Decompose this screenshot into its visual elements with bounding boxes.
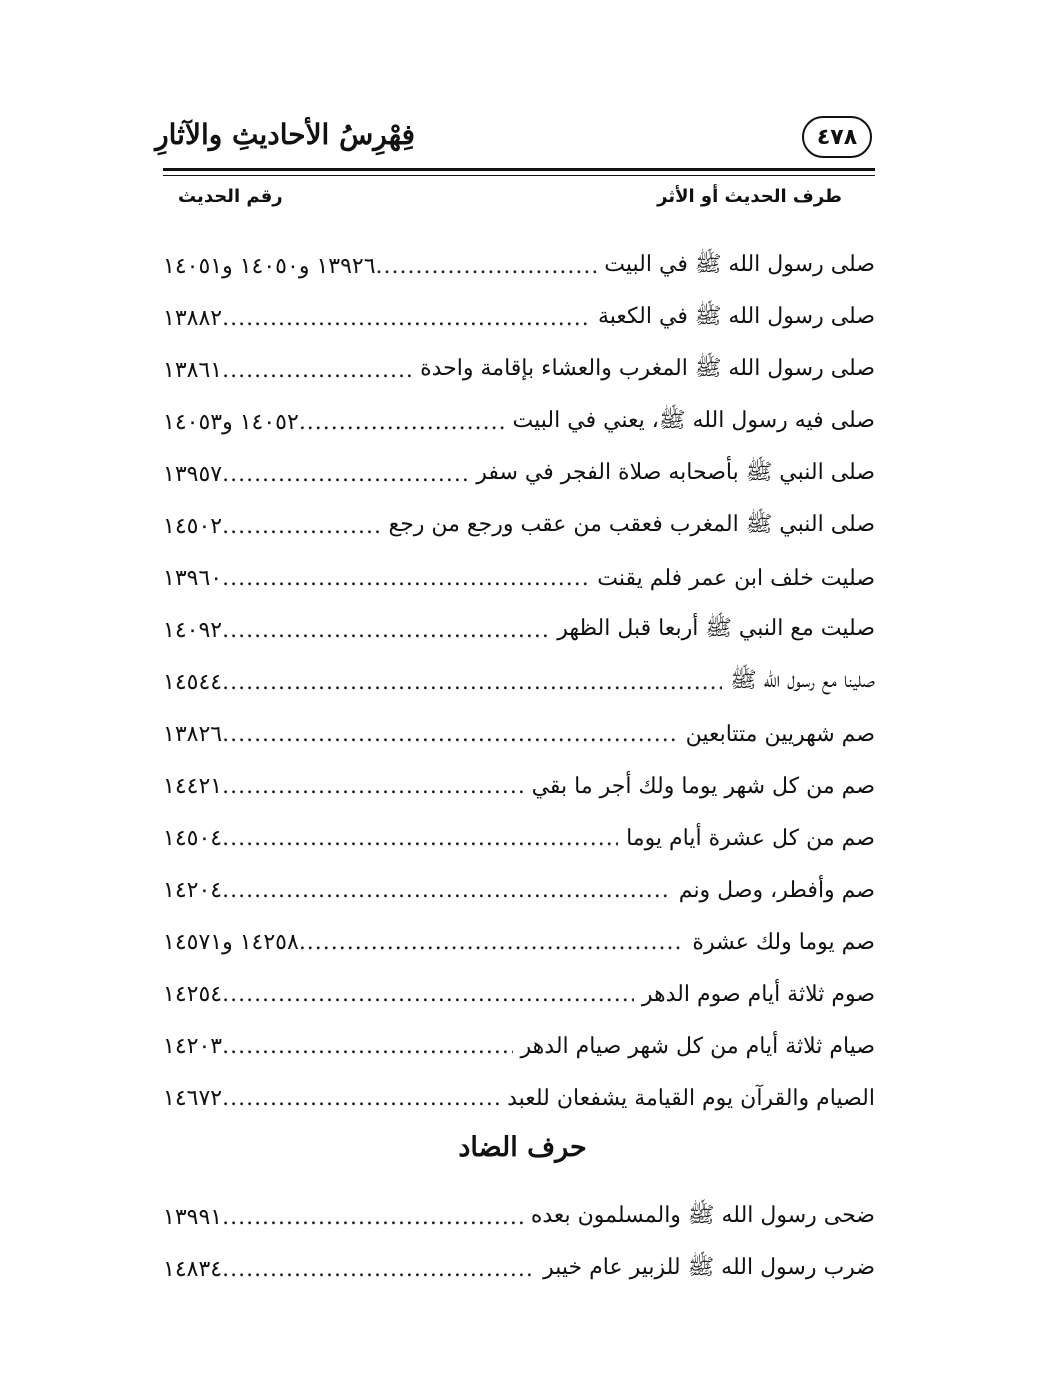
entry-text: صلى رسول الله ﷺ في الكعبة xyxy=(597,304,875,329)
header-rule-thin xyxy=(163,175,875,176)
page-header-title: فِهْرِسُ الأحاديثِ والآثارِ xyxy=(155,118,415,151)
entry-number: ١٤٤٢١ xyxy=(163,773,223,799)
index-entry xyxy=(163,864,875,916)
index-entry xyxy=(163,656,875,708)
entry-text: صم من كل عشرة أيام يوما xyxy=(626,825,875,851)
leader-dots xyxy=(222,358,412,383)
entry-number: ١٤٢٥٤ xyxy=(163,981,223,1007)
entry-number: ١٤٨٣٤ xyxy=(163,1256,223,1282)
entry-number: ١٣٩٥٧ xyxy=(163,461,223,487)
entry-number: ١٤٥٠٤ xyxy=(163,825,223,851)
leader-dots xyxy=(222,514,380,539)
entry-number: ١٤٠٥٢ و١٤٠٥٣ xyxy=(163,409,299,435)
entry-number: ١٤٥٠٢ xyxy=(163,513,223,539)
leader-dots xyxy=(222,462,468,487)
index-entry xyxy=(163,1191,875,1243)
entry-number: ١٣٩٦٠ xyxy=(163,565,223,591)
index-entry xyxy=(163,500,875,552)
leader-dots xyxy=(222,982,634,1007)
leader-dots xyxy=(222,670,722,695)
entry-number: ١٤٦٧٢ xyxy=(163,1085,223,1111)
entry-text: ضحى رسول الله ﷺ والمسلمون بعده xyxy=(530,1203,875,1228)
leader-dots xyxy=(222,774,523,799)
entry-text: ضرب رسول الله ﷺ للزبير عام خيبر xyxy=(543,1255,875,1280)
entry-text: صيام ثلاثة أيام من كل شهر صيام الدهر xyxy=(520,1033,875,1059)
leader-dots xyxy=(299,930,685,955)
leader-dots xyxy=(376,254,597,279)
index-entry xyxy=(163,292,875,344)
index-entry xyxy=(163,1243,875,1295)
index-entry xyxy=(163,552,875,604)
entry-text: صلى فيه رسول الله ﷺ، يعني في البيت xyxy=(512,408,875,433)
index-entry xyxy=(163,760,875,812)
section-entries-list xyxy=(163,1191,875,1295)
index-entry xyxy=(163,396,875,448)
leader-dots xyxy=(299,410,505,435)
index-entry xyxy=(163,968,875,1020)
leader-dots xyxy=(222,1205,523,1230)
entry-number: ١٤٢٠٣ xyxy=(163,1033,223,1059)
entry-number: ١٣٩٢٦ و١٤٠٥٠ و١٤٠٥١ xyxy=(163,253,376,279)
leader-dots xyxy=(222,306,590,331)
entry-number: ١٤٠٩٢ xyxy=(163,617,223,643)
entry-text: صلى رسول الله ﷺ المغرب والعشاء بإقامة واحدة xyxy=(420,356,875,381)
entry-text: صم من كل شهر يوما ولك أجر ما بقي xyxy=(531,773,875,799)
entry-number: ١٤٢٠٤ xyxy=(163,877,223,903)
leader-dots xyxy=(222,1034,512,1059)
header-rule-thick xyxy=(163,168,875,171)
column-heading-hadith-number: رقم الحديث xyxy=(178,186,283,207)
section-heading-dad: حرف الضاد xyxy=(458,1132,587,1163)
index-entries-list xyxy=(163,240,875,1124)
entry-number: ١٣٨٢٦ xyxy=(163,721,223,747)
leader-dots xyxy=(222,878,671,903)
index-entry xyxy=(163,448,875,500)
index-entry xyxy=(163,1020,875,1072)
index-entry xyxy=(163,240,875,292)
entry-text: صلى النبي ﷺ بأصحابه صلاة الفجر في سفر xyxy=(476,460,875,485)
entry-text: صوم ثلاثة أيام صوم الدهر xyxy=(641,981,875,1007)
index-entry xyxy=(163,708,875,760)
entry-text: صم يوما ولك عشرة xyxy=(692,929,875,955)
entry-text: صم شهريين متتابعين xyxy=(685,721,875,747)
entry-text: صليت مع النبي ﷺ أربعا قبل الظهر xyxy=(557,616,875,641)
entry-text: الصيام والقرآن يوم القيامة يشفعان للعبد xyxy=(507,1085,875,1111)
leader-dots xyxy=(222,618,549,643)
entry-number: ١٤٥٤٤ xyxy=(163,669,223,695)
index-entry xyxy=(163,916,875,968)
leader-dots xyxy=(222,826,618,851)
entry-text: صم وأفطر، وصل ونم xyxy=(678,877,875,903)
index-entry xyxy=(163,344,875,396)
index-entry xyxy=(163,812,875,864)
entry-text: صلى رسول الله ﷺ في البيت xyxy=(604,252,875,277)
leader-dots xyxy=(222,1257,535,1282)
leader-dots xyxy=(222,566,589,591)
page-number-badge: ٤٧٨ xyxy=(802,116,872,158)
entry-text: صليت خلف ابن عمر فلم يقنت xyxy=(597,565,875,591)
entry-number: ١٣٨٨٢ xyxy=(163,305,223,331)
column-heading-hadith-start: طرف الحديث أو الأثر xyxy=(657,186,842,207)
entry-number: ١٤٢٥٨ و١٤٥٧١ xyxy=(163,929,299,955)
entry-number: ١٣٩٩١ xyxy=(163,1204,223,1230)
index-entry xyxy=(163,604,875,656)
leader-dots xyxy=(222,722,677,747)
entry-text: صلى النبي ﷺ المغرب فعقب من عقب ورجع من رجع xyxy=(388,512,875,537)
index-entry xyxy=(163,1072,875,1124)
entry-text: صلينا مع رسول الله ﷺ xyxy=(730,668,875,693)
leader-dots xyxy=(222,1086,499,1111)
entry-number: ١٣٨٦١ xyxy=(163,357,223,383)
